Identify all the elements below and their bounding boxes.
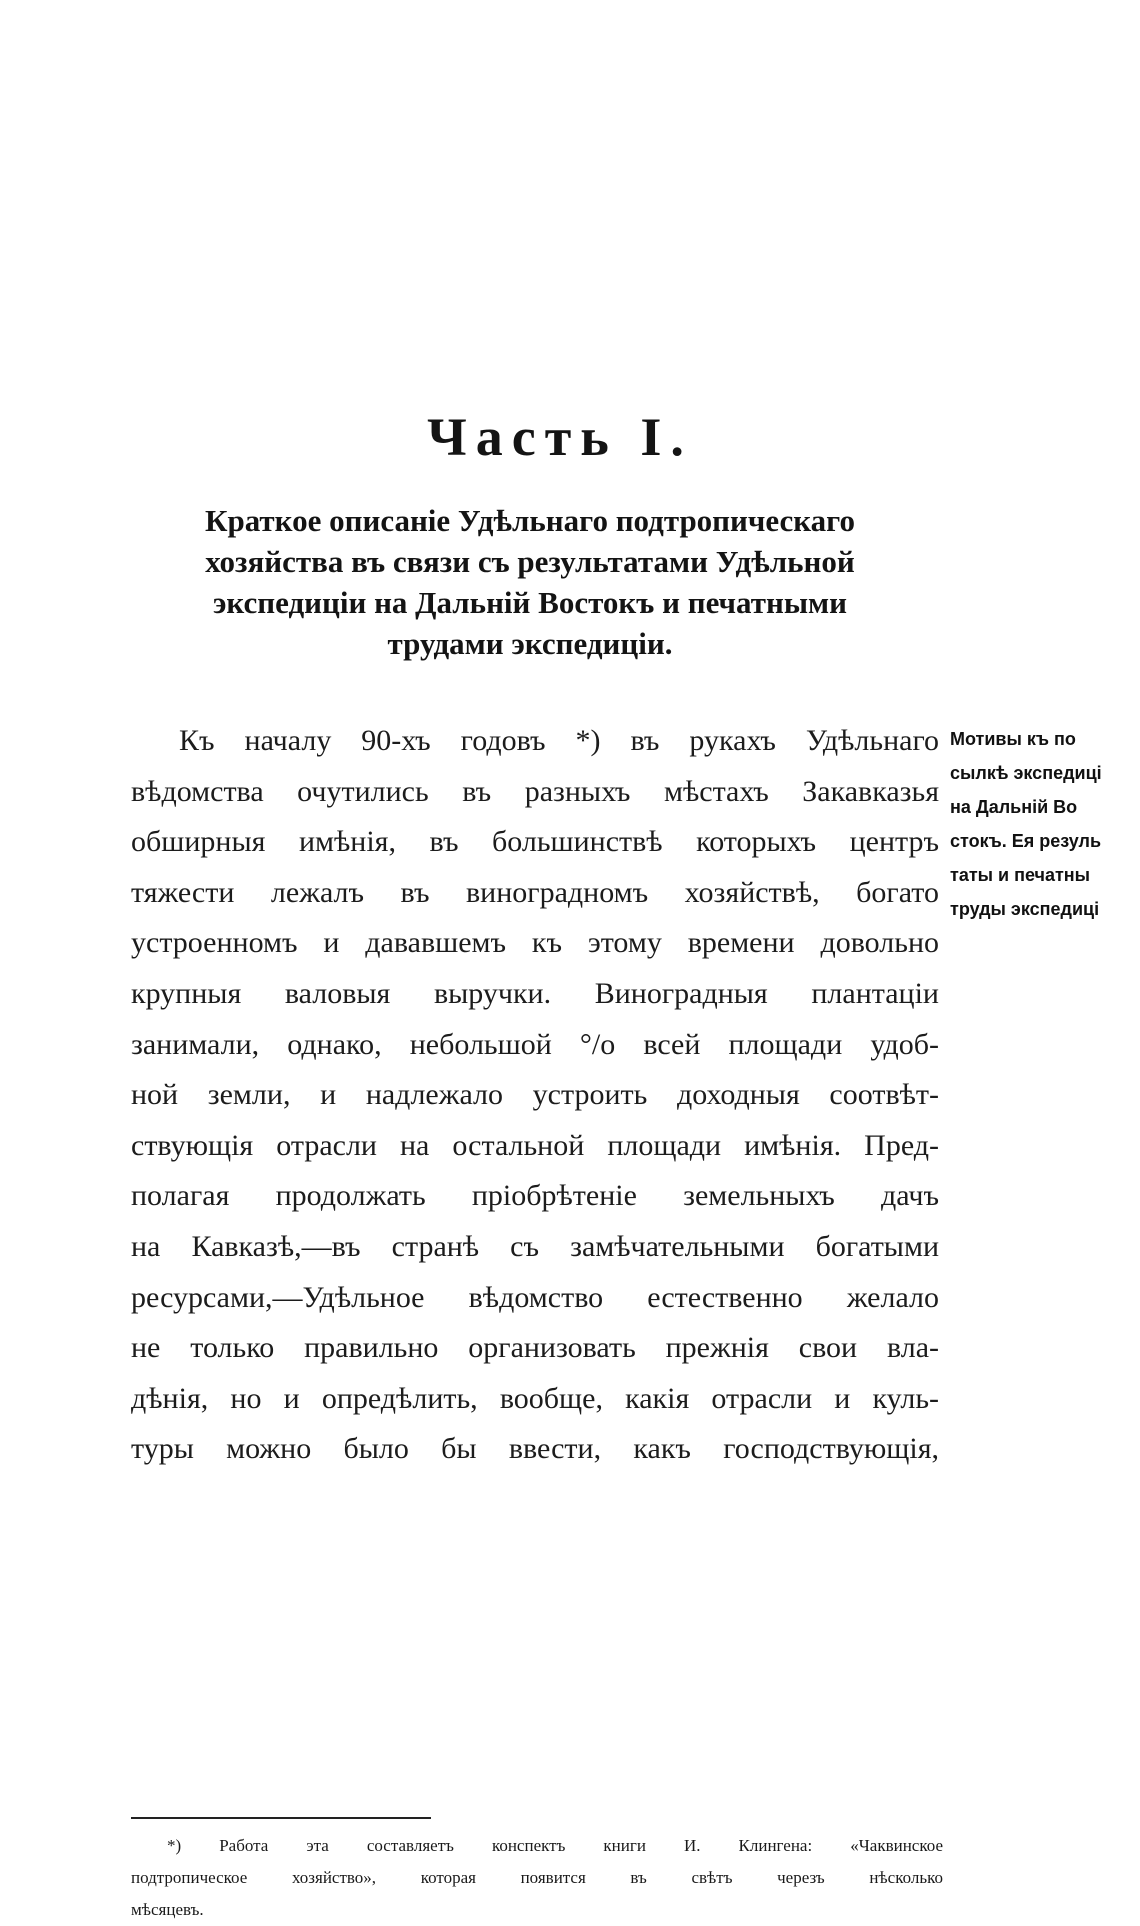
margin-note-line: таты и печатны xyxy=(950,865,1091,885)
footnote-line: мѣсяцевъ. xyxy=(131,1900,204,1919)
body-line: крупныя валовыя выручки. Виноградныя плантаціи xyxy=(131,976,939,1010)
chapter-title-line: хозяйства въ связи съ результатами Удѣльной xyxy=(205,544,855,579)
margin-note-line: стокъ. Ея резуль xyxy=(950,831,1102,851)
footnote-divider xyxy=(131,1817,431,1819)
margin-note-line: сылкѣ экспедиці xyxy=(950,763,1102,783)
body-line: устроенномъ и дававшемъ къ этому времени довольно xyxy=(131,926,939,960)
chapter-title-line: трудами экспедиціи. xyxy=(387,626,673,661)
margin-note-line: на Дальній Во xyxy=(950,797,1078,817)
footnote-line: подтропическое хозяйство», которая появится въ свѣтъ черезъ нѣсколько xyxy=(131,1868,943,1887)
margin-note xyxy=(950,722,1140,926)
body-line: обширныя имѣнія, въ большинствѣ которыхъ центръ xyxy=(131,825,939,859)
body-line: на Кавказѣ,—въ странѣ съ замѣчательными богатыми xyxy=(131,1229,939,1263)
chapter-title-line: Краткое описаніе Удѣльнаго подтропическаго xyxy=(204,503,855,538)
body-line: не только правильно организовать прежнія свои вла- xyxy=(131,1331,939,1365)
margin-note-line: труды экспедиці xyxy=(950,899,1100,919)
body-paragraph xyxy=(131,716,939,1475)
body-line: полагая продолжать пріобрѣтеніе земельныхъ дачъ xyxy=(131,1179,939,1213)
chapter-title-line: экспедиціи на Дальній Востокъ и печатными xyxy=(212,585,848,620)
body-line: тяжести лежалъ въ виноградномъ хозяйствѣ, богато xyxy=(131,875,939,909)
body-line: вѣдомства очутились въ разныхъ мѣстахъ Закавказья xyxy=(131,774,939,808)
part-title: Часть I. xyxy=(427,407,693,467)
body-line: ресурсами,—Удѣльное вѣдомство естественно желало xyxy=(131,1280,939,1314)
body-line: дѣнія, но и опредѣлить, вообще, какія отрасли и куль- xyxy=(131,1381,939,1415)
body-line: Къ началу 90-хъ годовъ *) въ рукахъ Удѣльнаго xyxy=(179,724,939,757)
body-line: ствующія отрасли на остальной площади имѣнія. Пред- xyxy=(131,1128,939,1162)
margin-note-line: Мотивы къ по xyxy=(950,729,1076,749)
body-line: занимали, однако, небольшой °/о всей площади удоб- xyxy=(131,1027,939,1061)
chapter-title xyxy=(130,500,930,664)
footnote-line: *) Работа эта составляетъ конспектъ книги И. Клингена: «Чаквинское xyxy=(167,1836,943,1855)
footnote xyxy=(131,1830,943,1926)
body-line: туры можно было бы ввести, какъ господствующія, xyxy=(131,1432,939,1466)
body-line: ной земли, и надлежало устроить доходныя соотвѣт- xyxy=(131,1078,939,1112)
